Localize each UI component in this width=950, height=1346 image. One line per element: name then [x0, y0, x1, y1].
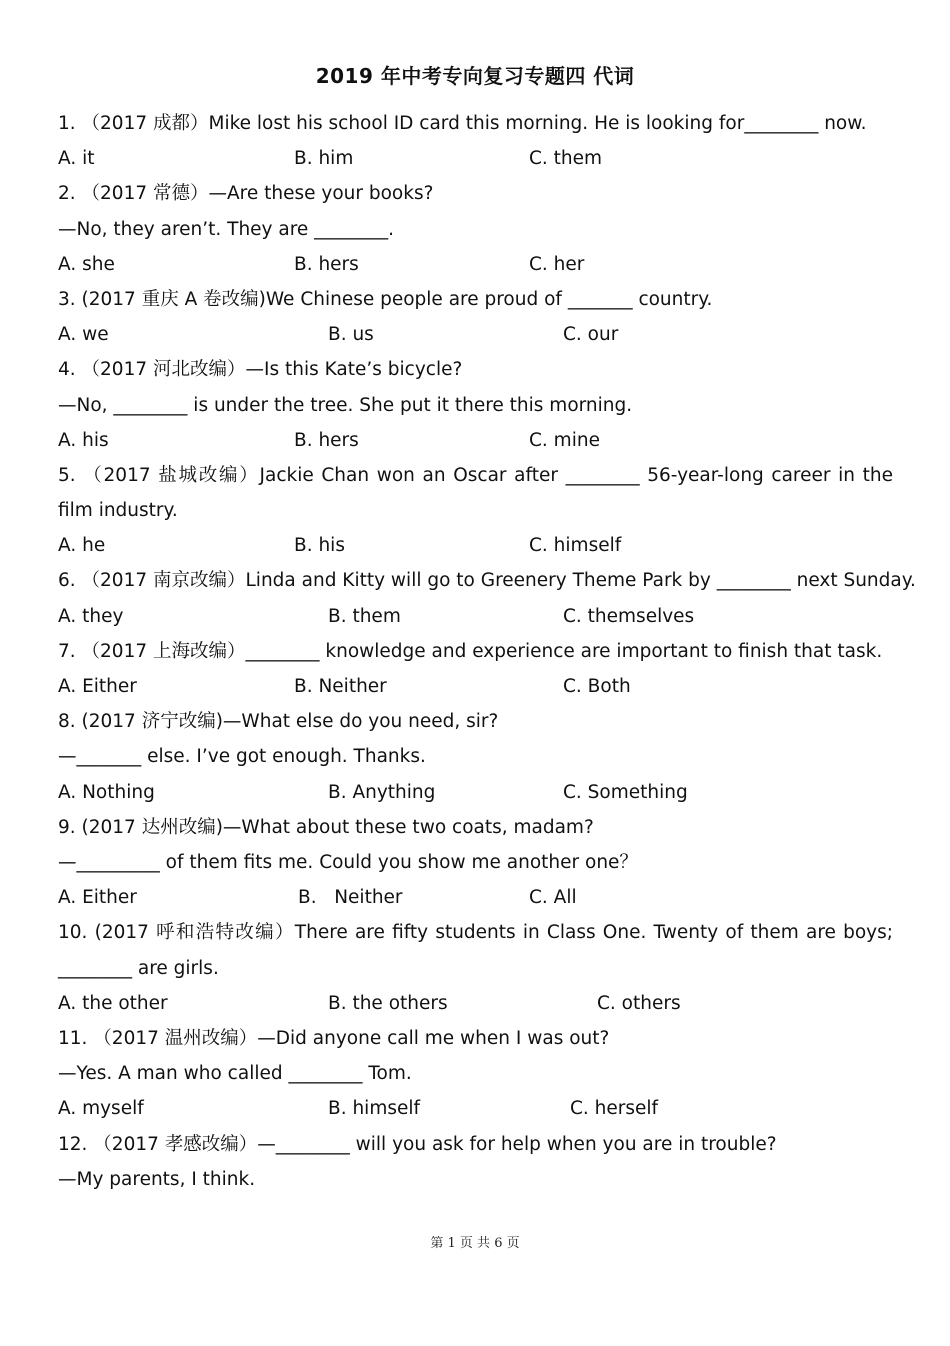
option-a: A. Either: [58, 887, 137, 909]
question-stem: 6. （2017 南京改编）Linda and Kitty will go to Greenery Theme Park by ________ next Sunday.: [58, 570, 916, 592]
option-b: B. hers: [294, 253, 359, 275]
option-a: A. she: [58, 253, 115, 275]
answer-options: [58, 775, 893, 810]
answer-options: [58, 986, 893, 1021]
option-a: A. his: [58, 429, 109, 451]
option-c: C. mine: [529, 429, 600, 451]
question-response: —_________ of them fits me. Could you show me another one？: [58, 851, 638, 873]
question-2: [58, 176, 893, 282]
option-a: A. the other: [58, 992, 168, 1014]
answer-options: [58, 669, 893, 704]
answer-options: [58, 141, 893, 176]
option-a: A. they: [58, 605, 124, 627]
option-b: B. Neither: [294, 676, 387, 698]
option-c: C. himself: [529, 535, 622, 557]
option-c: C. herself: [570, 1098, 659, 1120]
answer-options: [58, 423, 893, 458]
question-8: [58, 704, 893, 810]
question-stem: 1. （2017 成都）Mike lost his school ID card this morning. He is looking for________ now.: [58, 113, 867, 134]
question-6: [58, 563, 916, 633]
page-footer: 第 1 页 共 6 页: [430, 1236, 520, 1251]
question-9: [58, 810, 893, 916]
question-5: [58, 458, 893, 564]
option-a: A. we: [58, 324, 109, 346]
answer-options: [58, 880, 893, 915]
option-c: C. them: [529, 148, 603, 170]
option-a: A. Nothing: [58, 781, 155, 803]
option-b: B. the others: [328, 992, 448, 1014]
question-stem: 11. （2017 温州改编）—Did anyone call me when I was out?: [58, 1027, 610, 1049]
option-b: B. them: [328, 605, 401, 627]
question-12: [58, 1127, 893, 1197]
option-a: A. Either: [58, 676, 137, 698]
question-3: [58, 282, 893, 352]
option-b: B. him: [294, 148, 354, 170]
question-response: —No, ________ is under the tree. She put it there this morning.: [58, 394, 633, 416]
question-response: —Yes. A man who called ________ Tom.: [58, 1063, 412, 1085]
question-1: [58, 106, 893, 176]
question-stem: 9. (2017 达州改编)—What about these two coats, madam?: [58, 816, 594, 838]
question-stem: 4. （2017 河北改编）—Is this Kate’s bicycle?: [58, 359, 463, 381]
option-c: C. Both: [563, 676, 631, 698]
option-c: C. Something: [563, 781, 688, 803]
question-7: [58, 634, 893, 704]
answer-options: [58, 247, 893, 282]
option-b: B. hers: [294, 429, 359, 451]
question-response: —No, they aren’t. They are ________.: [58, 218, 395, 240]
question-response: —My parents, I think.: [58, 1168, 256, 1190]
option-b: B. Anything: [328, 781, 436, 803]
question-stem: 3. (2017 重庆 A 卷改编)We Chinese people are proud of _______ country.: [58, 288, 713, 310]
option-a: A. it: [58, 148, 95, 170]
option-b: B. us: [328, 324, 374, 346]
question-response: —_______ else. I’ve got enough. Thanks.: [58, 746, 426, 768]
option-b: B. his: [294, 535, 345, 557]
question-stem: 10. (2017 呼和浩特改编）There are fifty students in Class One. Twenty of them are boys; ________ are girls.: [58, 922, 893, 979]
option-c: C. themselves: [563, 605, 695, 627]
answer-options: [58, 317, 893, 352]
question-stem: 7. （2017 上海改编）________ knowledge and experience are important to finish that task.: [58, 640, 883, 662]
answer-options: [58, 528, 893, 563]
question-list: [58, 106, 916, 1197]
question-stem: 8. (2017 济宁改编)—What else do you need, sir?: [58, 711, 499, 733]
question-4: [58, 352, 893, 458]
option-c: C. her: [529, 253, 585, 275]
option-c: C. others: [597, 992, 681, 1014]
option-a: A. myself: [58, 1098, 144, 1120]
question-stem: 2. （2017 常德）—Are these your books?: [58, 183, 434, 205]
option-b: B. himself: [328, 1098, 421, 1120]
answer-options: [58, 599, 893, 634]
question-stem: 5. （2017 盐城改编）Jackie Chan won an Oscar after ________ 56-year-long career in the film industry.: [58, 464, 893, 522]
option-c: C. All: [529, 887, 577, 909]
option-a: A. he: [58, 535, 106, 557]
answer-options: [58, 1091, 893, 1126]
question-10: [58, 915, 893, 1021]
question-11: [58, 1021, 893, 1127]
question-stem: 12. （2017 孝感改编）—________ will you ask for help when you are in trouble?: [58, 1133, 777, 1155]
option-b: B. Neither: [298, 887, 403, 909]
page-title: 2019 年中考专向复习专题四 代词: [315, 64, 635, 88]
option-c: C. our: [563, 324, 619, 346]
